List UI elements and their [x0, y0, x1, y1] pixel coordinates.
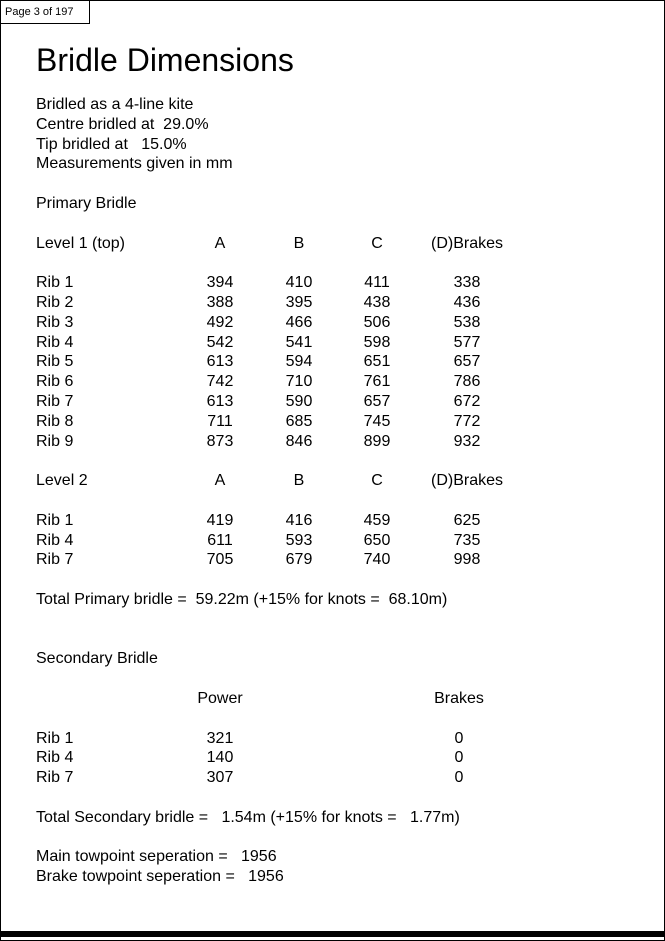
column-header-brakes: Brakes: [434, 689, 484, 707]
table-row: [36, 313, 649, 333]
spacer: [36, 451, 649, 471]
column-header-power: Power: [197, 689, 243, 707]
row-label: Rib 3: [36, 313, 74, 331]
table-row: [36, 768, 649, 788]
spacer: [36, 253, 649, 273]
cell-c: 657: [363, 392, 391, 410]
cell-c: 745: [363, 412, 391, 430]
spacer: [36, 788, 649, 808]
intro-line-centre-bridled: Centre bridled at 29.0%: [36, 115, 209, 133]
secondary-bridle-heading: Secondary Bridle: [36, 650, 158, 668]
cell-d: 577: [453, 333, 481, 351]
table-row: [36, 273, 649, 293]
cell-c: 651: [363, 353, 391, 371]
row-label: Rib 1: [36, 274, 74, 292]
table-row: [36, 372, 649, 392]
table-row: [36, 748, 649, 768]
table-row: [36, 392, 649, 412]
page-content: [36, 41, 649, 887]
cell-c: 459: [363, 511, 391, 529]
cell-b: 685: [285, 412, 313, 430]
cell-c: 899: [363, 432, 391, 450]
cell-d: 657: [453, 353, 481, 371]
primary-total-line: Total Primary bridle = 59.22m (+15% for knots = 68.10m): [36, 590, 448, 608]
row-label: Rib 9: [36, 432, 74, 450]
cell-brakes: 0: [454, 749, 464, 767]
spacer: [36, 174, 649, 194]
cell-d: 436: [453, 293, 481, 311]
cell-d: 625: [453, 511, 481, 529]
spacer: [36, 491, 649, 511]
intro-line-kite-type: Bridled as a 4-line kite: [36, 96, 194, 113]
level2-label: Level 2: [36, 472, 88, 490]
cell-b: 541: [285, 333, 313, 351]
column-header-d-brakes: (D)Brakes: [430, 234, 503, 252]
secondary-total-line: Total Secondary bridle = 1.54m (+15% for knots = 1.77m): [36, 808, 460, 826]
cell-d: 932: [453, 432, 481, 450]
cell-d: 786: [453, 373, 481, 391]
document-body: [36, 95, 649, 887]
cell-a: 492: [206, 313, 234, 331]
table-row: [36, 550, 649, 570]
page-title: Bridle Dimensions: [36, 42, 294, 78]
column-header-b: B: [293, 472, 305, 490]
cell-d: 735: [453, 531, 481, 549]
cell-a: 611: [207, 531, 233, 549]
column-header-c: C: [371, 234, 383, 252]
cell-b: 594: [285, 353, 313, 371]
cell-b: 846: [285, 432, 313, 450]
cell-power: 307: [206, 769, 234, 787]
intro-line-units: Measurements given in mm: [36, 155, 233, 173]
column-header-a: A: [214, 234, 226, 252]
page-break-bar: [1, 931, 664, 937]
row-label: Rib 1: [36, 729, 74, 747]
level1-header-row: [36, 234, 649, 254]
column-header-c: C: [371, 472, 383, 490]
primary-bridle-heading: Primary Bridle: [36, 194, 137, 212]
level1-label: Level 1 (top): [36, 234, 125, 252]
column-gap: [260, 748, 399, 768]
row-label: Rib 8: [36, 412, 74, 430]
brake-towpoint-line: Brake towpoint seperation = 1956: [36, 868, 284, 886]
cell-a: 542: [206, 333, 234, 351]
page-number-label: Page 3 of 197: [5, 6, 74, 18]
spacer: [36, 709, 649, 729]
cell-brakes: 0: [454, 769, 464, 787]
secondary-header-row: [36, 689, 649, 709]
cell-c: 650: [363, 531, 391, 549]
cell-b: 466: [285, 313, 313, 331]
secondary-label-spacer: [36, 689, 180, 709]
spacer: [36, 570, 649, 590]
cell-a: 394: [206, 274, 234, 292]
intro-line-tip-bridled: Tip bridled at 15.0%: [36, 135, 187, 153]
spacer: [36, 214, 649, 234]
cell-c: 438: [363, 293, 391, 311]
cell-c: 598: [363, 333, 391, 351]
cell-d: 538: [453, 313, 481, 331]
row-label: Rib 4: [36, 531, 74, 549]
cell-d: 998: [453, 551, 481, 569]
cell-a: 613: [206, 392, 234, 410]
cell-c: 761: [363, 373, 391, 391]
column-header-b: B: [293, 234, 305, 252]
cell-a: 705: [206, 551, 234, 569]
row-label: Rib 7: [36, 392, 74, 410]
row-label: Rib 4: [36, 333, 74, 351]
cell-b: 593: [285, 531, 313, 549]
table-row: [36, 293, 649, 313]
cell-a: 419: [206, 511, 234, 529]
level2-header-row: [36, 471, 649, 491]
cell-power: 140: [206, 749, 234, 767]
table-row: [36, 531, 649, 551]
column-gap: [260, 689, 399, 709]
row-label: Rib 7: [36, 551, 74, 569]
cell-a: 388: [206, 293, 234, 311]
spacer: [36, 630, 649, 650]
table-row: [36, 412, 649, 432]
column-gap: [260, 729, 399, 749]
table-row: [36, 511, 649, 531]
spacer: [36, 669, 649, 689]
column-gap: [260, 768, 399, 788]
row-label: Rib 5: [36, 353, 74, 371]
table-row: [36, 729, 649, 749]
row-label: Rib 2: [36, 293, 74, 311]
table-row: [36, 352, 649, 372]
cell-a: 873: [206, 432, 234, 450]
row-label: Rib 1: [36, 511, 74, 529]
row-label: Rib 7: [36, 769, 74, 787]
cell-b: 395: [285, 293, 313, 311]
cell-c: 506: [363, 313, 391, 331]
cell-c: 411: [364, 274, 390, 292]
cell-b: 710: [285, 373, 313, 391]
cell-b: 679: [285, 551, 313, 569]
table-row: [36, 432, 649, 452]
cell-power: 321: [206, 729, 234, 747]
spacer: [36, 827, 649, 847]
spacer: [36, 610, 649, 630]
cell-a: 613: [206, 353, 234, 371]
row-label: Rib 4: [36, 749, 74, 767]
cell-d: 338: [453, 274, 481, 292]
cell-c: 740: [363, 551, 391, 569]
page-number-indicator: [1, 1, 90, 24]
cell-b: 590: [285, 392, 313, 410]
cell-a: 711: [207, 412, 233, 430]
row-label: Rib 6: [36, 373, 74, 391]
table-row: [36, 333, 649, 353]
cell-brakes: 0: [454, 729, 464, 747]
column-header-a: A: [214, 472, 226, 490]
cell-a: 742: [206, 373, 234, 391]
cell-d: 672: [453, 392, 481, 410]
cell-b: 410: [285, 274, 313, 292]
cell-b: 416: [285, 511, 313, 529]
main-towpoint-line: Main towpoint seperation = 1956: [36, 848, 277, 866]
cell-d: 772: [453, 412, 481, 430]
column-header-d-brakes: (D)Brakes: [430, 472, 503, 490]
